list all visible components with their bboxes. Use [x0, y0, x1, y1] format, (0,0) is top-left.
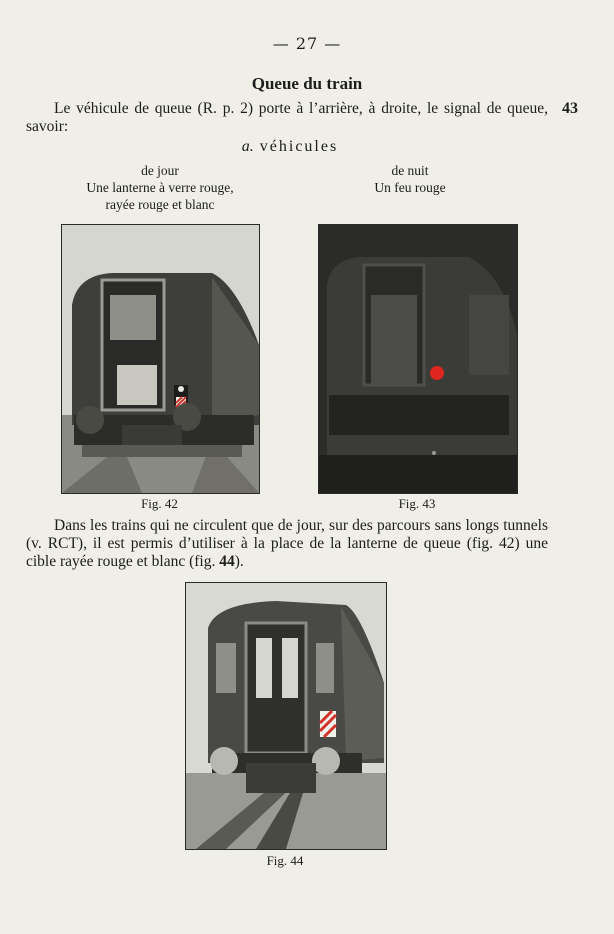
figure-43-photo: [318, 224, 518, 494]
day-line-2: rayée rouge et blanc: [105, 197, 215, 212]
intro-text-b: ) porte à l’arrière, à droite, le signal de queue, savoir:: [26, 100, 549, 135]
fig44-reference: 44: [219, 553, 235, 570]
figure-42-photo: [61, 224, 260, 494]
night-line-1: Un feu rouge: [374, 180, 446, 195]
fig42-reference: 42: [498, 535, 515, 552]
target-paragraph: [26, 517, 548, 571]
night-signal-column: [310, 162, 510, 196]
figure-43-caption: Fig. 43: [398, 496, 436, 511]
subheading: [0, 138, 580, 156]
section-title: Queue du train: [251, 74, 363, 93]
rail-car-rear-target-image: [186, 583, 386, 849]
rail-car-rear-day-image: [62, 225, 259, 493]
subheading-letter: a.: [241, 138, 254, 155]
para2-text-a: Dans les trains qui ne circulent que de jour, sur des parcours sans longs tunnels (v.: [26, 517, 548, 552]
day-heading: de jour: [141, 163, 179, 178]
rct-reference: RCT: [47, 535, 78, 552]
para2-text-c: ) une cible rayée rouge et blanc (fig.: [26, 535, 549, 570]
intro-text-a: Le véhicule de queue (: [54, 100, 203, 117]
figure-44-photo: [185, 582, 387, 850]
page-number: — 27 —: [272, 34, 342, 53]
day-signal-column: [40, 162, 280, 213]
margin-number: 43: [562, 100, 578, 117]
night-heading: de nuit: [391, 163, 429, 178]
rail-car-rear-night-image: [319, 225, 517, 493]
intro-paragraph: [26, 100, 548, 136]
figure-44-caption: Fig. 44: [266, 853, 304, 868]
day-line-1: Une lanterne à verre rouge,: [86, 180, 234, 195]
para2-text-b: ), il est permis d’utiliser à la place de la lanterne de queue (fig.: [77, 535, 499, 552]
para2-text-d: ).: [234, 553, 244, 570]
rule-reference: R. p. 2: [202, 100, 248, 117]
figure-42-caption: Fig. 42: [141, 496, 178, 511]
subheading-text: véhicules: [259, 138, 339, 155]
